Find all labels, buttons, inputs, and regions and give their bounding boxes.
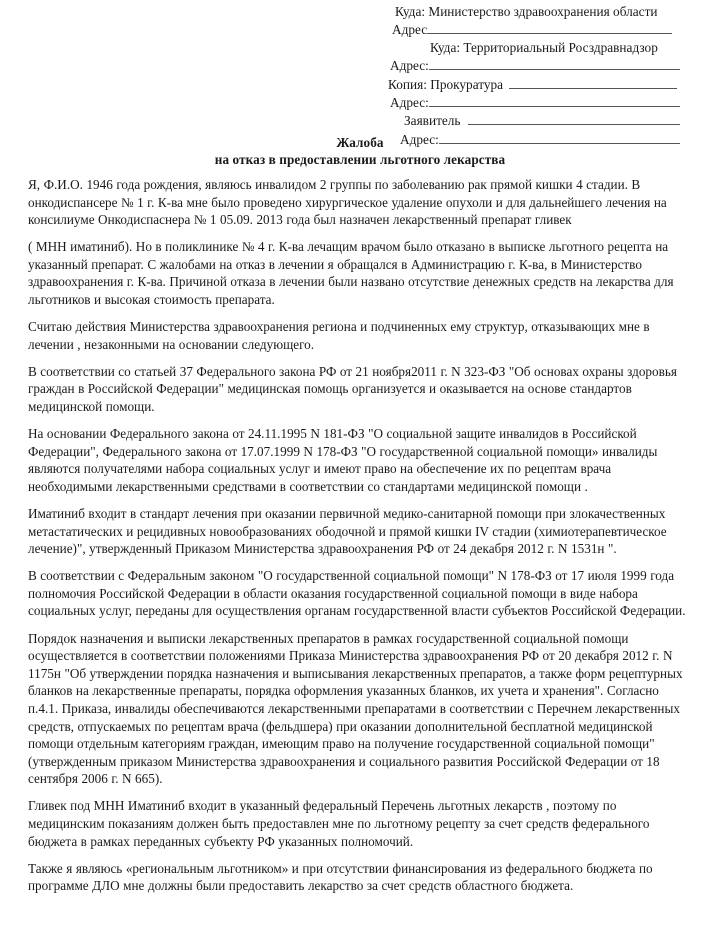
body-paragraph: Иматиниб входит в стандарт лечения при оказании первичной медико-санитарной помощи при злокачественных метастатических и рецидивных новообразованиях ободочной и прямой кишки IV стадии (химиотерапевтическое лечение)", утвержденный Приказом Министерства здравоохранения РФ от 24 декабря 2012 г. N 1531н ".: [28, 506, 667, 557]
header-row-address-2: [0, 56, 720, 74]
header-label-ministry: Куда: Министерство здравоохранения области: [395, 4, 658, 19]
header-row-ministry: [0, 3, 720, 20]
body-paragraph: Я, Ф.И.О. 1946 года рождения, являюсь инвалидом 2 группы по заболеванию рак прямой кишки 4 стадии. В онкодиспансере № 1 г. К-ва мне было проведено хирургическое удаление опухоли и для дальнейшего лечения на консилиуме Онкодиспаснера № 1 05.09. 2013 года был назначен лекарственный препарат гливек: [28, 177, 667, 228]
header-label-address-2: Адрес:: [390, 58, 429, 74]
header-label-address-4: Адрес:: [400, 131, 439, 147]
body-paragraph: Считаю действия Министерства здравоохранения региона и подчиненных ему структур, отказывающих мне в лечении , незаконными на основании следующего.: [28, 319, 650, 352]
header-rule-address-2[interactable]: [429, 56, 680, 70]
body-paragraph: На основании Федерального закона от 24.11.1995 N 181-ФЗ "О социальной защите инвалидов в Российской Федерации", Федерального закона от 17.07.1999 N 178-ФЗ "О государственной социальной помощи» инвалиды являются получателями набора социальных услуг и имеют право на обеспечение их по рецептам врача необходимыми лекарственными средствами в соответствии со стандартами медицинской помощи .: [28, 426, 658, 494]
header-rule-applicant[interactable]: [468, 111, 680, 125]
header-row-roszdravnadzor: [0, 39, 720, 56]
header-rule-address-1[interactable]: [427, 20, 672, 34]
document-body: [28, 176, 690, 895]
header-row-address-1: [0, 20, 720, 38]
header-row-address-3: [0, 93, 720, 111]
body-paragraph: В соответствии со статьей 37 Федерального закона РФ от 21 ноября2011 г. N 323-ФЗ "Об основах охраны здоровья граждан в Российской Федерации" медицинская помощь организуется и оказывается на основе стандартов медицинской помощи.: [28, 363, 677, 415]
body-paragraph: В соответствии с Федеральным законом "О государственной социальной помощи" N 178-ФЗ от 17 июля 1999 года полномочия Российской Федерации в области оказания государственной социальной помощи в виде набора социальных услуг, переданы для осуществления органам государственной власти субъектов Российской Федерации.: [28, 568, 686, 619]
header-label-address-3: Адрес:: [390, 95, 429, 111]
body-paragraph: Порядок назначения и выписки лекарственных препаратов в рамках государственной социальной помощи осуществляется в соответствии положениями Приказа Министерства здравоохранения РФ от 20 декабря 2012 г. N 1175н "Об утверждении порядка назначения и выписывания лекарственных препаратов, а также форм рецептурных бланков на лекарственные препараты, порядка оформления указанных бланков, их учета и хранения". Согласно п.4.1. Приказа, инвалиды обеспечиваются лекарственными препаратами в соответствии с Перечнем лекарственных средств, отпускаемых по рецептам врача (фельдшера) при оказании дополнительной бесплатной медицинской помощи отдельным категориям граждан, имеющим право на получение государственной социальной помощи" (утвержденным приказом Министерства здравоохранения и социального развития Российской Федерации от 18 сентября 2006 г. N 665).: [28, 630, 683, 787]
body-paragraph: Гливек под МНН Иматиниб входит в указанный федеральный Перечень льготных лекарств , поэтому по медицинским показаниям должен быть предоставлен мне по льготному рецепту за счет средств федерального бюджета в рамках переданных субъекту РФ указанных полномочий.: [28, 798, 650, 849]
header-label-prosecutor-copy: Копия: Прокуратура: [388, 76, 504, 92]
header-label-roszdravnadzor: Куда: Территориальный Росздравнадзор: [430, 39, 658, 55]
addressee-header: [0, 0, 720, 148]
header-label-address-1: Адрес: [392, 22, 428, 38]
header-label-applicant: Заявитель: [404, 113, 461, 129]
body-paragraph: Также я являюсь «региональным льготником» и при отсутствии финансирования из федерального бюджета по программе ДЛО мне должны были предоставить лекарство за счет средств областного бюджета.: [28, 860, 653, 894]
header-rule-address-3[interactable]: [429, 93, 680, 107]
header-row-applicant: [0, 111, 720, 129]
document-title-block: [0, 134, 720, 168]
header-row-prosecutor-copy: [0, 75, 720, 93]
page-subtitle: на отказ в предоставлении льготного лекарства: [214, 152, 506, 167]
body-paragraph: ( МНН иматиниб). Но в поликлинике № 4 г. К-ва лечащим врачом было отказано в выписке льготного рецепта на указанный препарат. С жалобами на отказ в лечении я обращался в Администрацию г. К-ва, в Министерство здравоохранения г. К-ва. Причиной отказа в лечении были названо отсутствие денежных средств на лекарства для льготников и высокая стоимость препарата.: [28, 239, 674, 308]
page-title: Жалоба: [336, 135, 384, 150]
header-rule-prosecutor-copy[interactable]: [509, 75, 677, 89]
